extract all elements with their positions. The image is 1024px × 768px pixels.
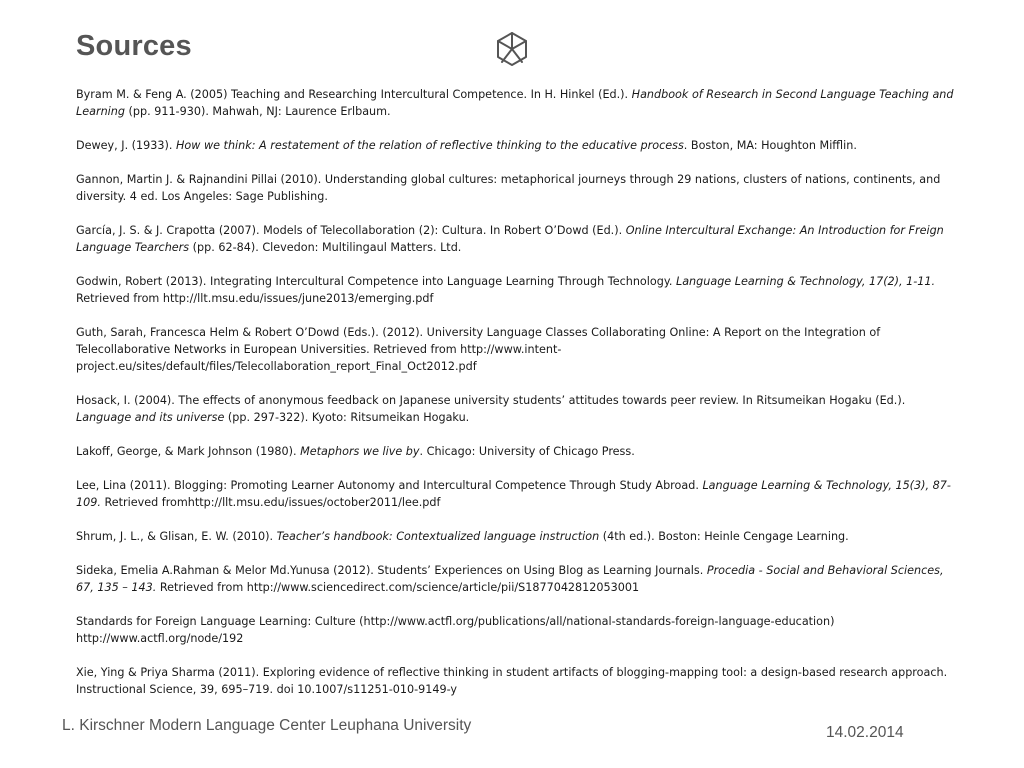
references-list xyxy=(76,86,958,715)
reference-entry xyxy=(76,528,958,545)
reference-text: Dewey, J. (1933). xyxy=(76,139,176,152)
reference-text: García, J. S. & J. Crapotta (2007). Models of Telecollaboration (2): Cultura. In Robert O’Dowd (Ed.). xyxy=(76,224,626,237)
reference-entry xyxy=(76,137,958,154)
reference-text: . Boston, MA: Houghton Mifflin. xyxy=(683,139,857,152)
reference-text: Godwin, Robert (2013). Integrating Intercultural Competence into Language Learning Through Technology. xyxy=(76,275,676,288)
reference-text: Standards for Foreign Language Learning: Culture (http://www.actfl.org/publications/all/national-standards-foreign-language-education) http://www.actfl.org/node/192 xyxy=(76,615,835,645)
reference-entry xyxy=(76,86,958,120)
reference-text: Guth, Sarah, Francesca Helm & Robert O’Dowd (Eds.). (2012). University Language Classes Collaborating Online: A Report on the Integration of Telecollaborative Networks in European Universities. Retrieved from http://www.intent-project.eu/sites/default/files/Telecollaboration_report_Final_Oct2012.pdf xyxy=(76,326,881,373)
reference-entry xyxy=(76,562,958,596)
reference-text: Gannon, Martin J. & Rajnandini Pillai (2010). Understanding global cultures: metaphorical journeys through 29 nations, clusters of nations, continents, and diversity. 4 ed. Los Angeles: Sage Publishing. xyxy=(76,173,941,203)
reference-text: (pp. 911-930). Mahwah, NJ: Laurence Erlbaum. xyxy=(124,105,391,118)
reference-text: Retrieved fromhttp://llt.msu.edu/issues/october2011/lee.pdf xyxy=(100,496,441,509)
reference-entry xyxy=(76,273,958,307)
reference-entry xyxy=(76,477,958,511)
page-title: Sources xyxy=(76,30,192,62)
hexagon-cube-icon xyxy=(494,31,530,67)
reference-entry xyxy=(76,171,958,205)
reference-title-italic: Teacher’s handbook: Contextualized language instruction xyxy=(276,530,600,543)
reference-text: Retrieved from http://www.sciencedirect.com/science/article/pii/S1877042812053001 xyxy=(156,581,640,594)
reference-entry xyxy=(76,222,958,256)
reference-entry xyxy=(76,613,958,647)
reference-entry xyxy=(76,324,958,375)
footer-date: 14.02.2014 xyxy=(826,724,904,741)
reference-text: Retrieved from http://llt.msu.edu/issues/june2013/emerging.pdf xyxy=(76,292,434,305)
reference-text: Byram M. & Feng A. (2005) Teaching and Researching Intercultural Competence. In H. Hinkel (Ed.). xyxy=(76,88,632,101)
reference-text: Xie, Ying & Priya Sharma (2011). Exploring evidence of reflective thinking in student artifacts of blogging-mapping tool: a design-based research approach. Instructional Science, 39, 695–719. doi 10.1007/s11251-010-9149-y xyxy=(76,666,948,696)
reference-text: Shrum, J. L., & Glisan, E. W. (2010). xyxy=(76,530,277,543)
reference-text: Sideka, Emelia A.Rahman & Melor Md.Yunusa (2012). Students’ Experiences on Using Blog as Learning Journals. xyxy=(76,564,707,577)
reference-text: Lee, Lina (2011). Blogging: Promoting Learner Autonomy and Intercultural Competence Through Study Abroad. xyxy=(76,479,703,492)
reference-text: Hosack, I. (2004). The effects of anonymous feedback on Japanese university students’ attitudes towards peer review. In Ritsumeikan Hogaku (Ed.). xyxy=(76,394,906,407)
reference-text: . Chicago: University of Chicago Press. xyxy=(419,445,635,458)
reference-title-italic: Metaphors we live by xyxy=(300,445,420,458)
reference-title-italic: Online Intercultural Exchange: An Introduction for Freign Language Tearchers xyxy=(76,224,944,254)
reference-text: (pp. 297-322). Kyoto: Ritsumeikan Hogaku. xyxy=(224,411,470,424)
reference-title-italic: How we think: A restatement of the relation of reflective thinking to the educative process xyxy=(176,139,684,152)
reference-title-italic: Procedia - Social and Behavioral Sciences, 67, 135 – 143. xyxy=(76,564,944,594)
reference-title-italic: Language Learning & Technology, 17(2), 1-11. xyxy=(675,275,936,288)
reference-text: (pp. 62-84). Clevedon: Multilingaul Matters. Ltd. xyxy=(189,241,462,254)
reference-entry xyxy=(76,443,958,460)
reference-title-italic: Language and its universe xyxy=(76,411,225,424)
footer-author: L. Kirschner Modern Language Center Leuphana University xyxy=(62,717,472,734)
reference-text: (4th ed.). Boston: Heinle Cengage Learning. xyxy=(599,530,849,543)
reference-title-italic: Handbook of Research in Second Language Teaching and Learning xyxy=(76,88,954,118)
reference-entry xyxy=(76,392,958,426)
reference-entry xyxy=(76,664,958,698)
reference-title-italic: Language Learning & Technology, 15(3), 87-109. xyxy=(76,479,951,509)
reference-text: Lakoff, George, & Mark Johnson (1980). xyxy=(76,445,301,458)
